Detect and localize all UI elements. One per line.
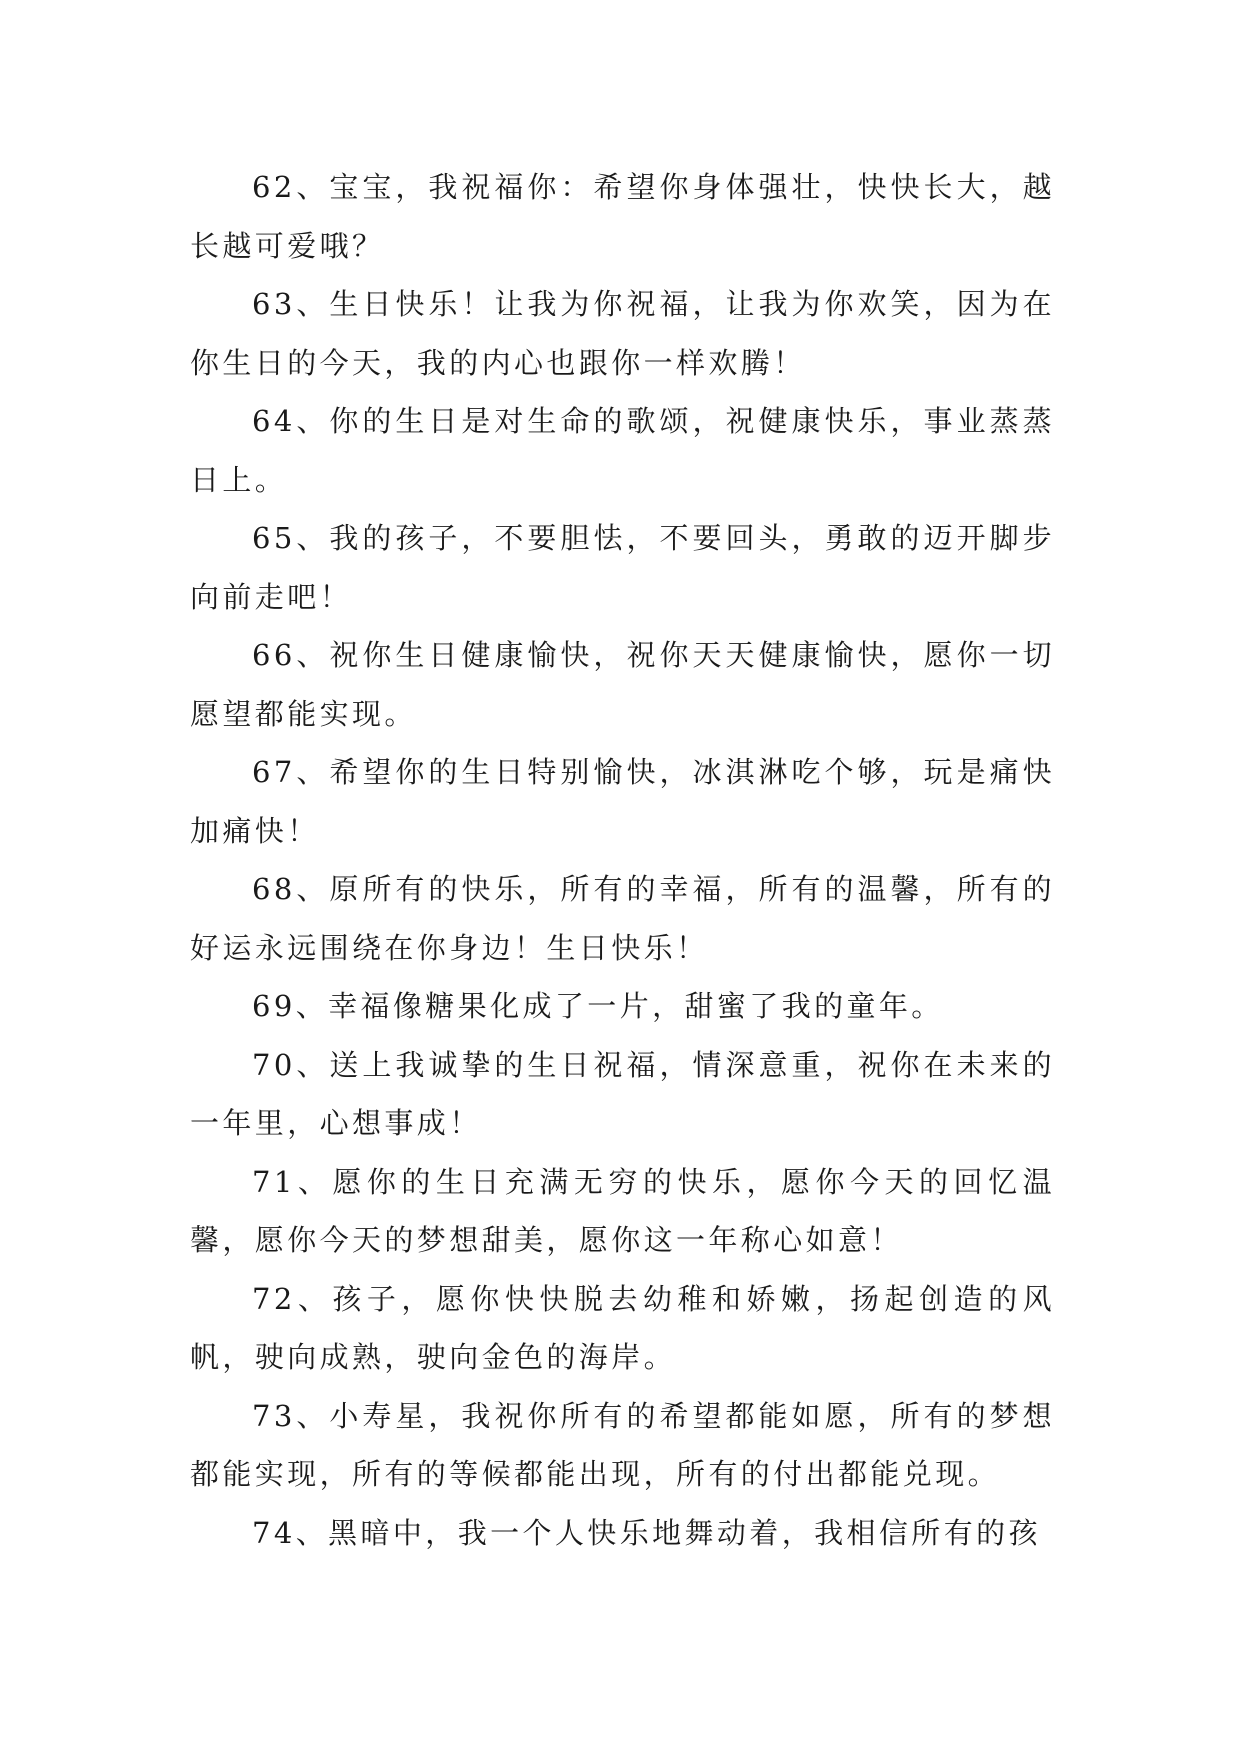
paragraph-73: 73、小寿星，我祝你所有的希望都能如愿，所有的梦想都能实现，所有的等候都能出现，所有的付出都能兑现。 [190, 1398, 1055, 1491]
paragraph-71: 71、愿你的生日充满无穷的快乐，愿你今天的回忆温馨，愿你今天的梦想甜美，愿你这一年称心如意！ [190, 1164, 1055, 1257]
paragraph-70: 70、送上我诚挚的生日祝福，情深意重，祝你在未来的一年里，心想事成！ [190, 1047, 1055, 1140]
paragraph-69: 69、幸福像糖果化成了一片，甜蜜了我的童年。 [252, 989, 944, 1023]
paragraph-67: 67、希望你的生日特别愉快，冰淇淋吃个够，玩是痛快加痛快！ [190, 755, 1055, 848]
paragraph-66: 66、祝你生日健康愉快，祝你天天健康愉快，愿你一切愿望都能实现。 [190, 638, 1055, 731]
paragraph-65: 65、我的孩子，不要胆怯，不要回头，勇敢的迈开脚步向前走吧！ [190, 521, 1055, 614]
paragraph-68: 68、原所有的快乐，所有的幸福，所有的温馨，所有的好运永远围绕在你身边！生日快乐！ [190, 872, 1055, 965]
paragraph-64: 64、你的生日是对生命的歌颂，祝健康快乐，事业蒸蒸日上。 [190, 404, 1055, 497]
paragraph-72: 72、孩子，愿你快快脱去幼稚和娇嫩，扬起创造的风帆，驶向成熟，驶向金色的海岸。 [190, 1281, 1055, 1374]
paragraph-63: 63、生日快乐！让我为你祝福，让我为你欢笑，因为在你生日的今天，我的内心也跟你一样欢腾！ [190, 287, 1055, 380]
paragraph-74: 74、黑暗中，我一个人快乐地舞动着，我相信所有的孩 [252, 1515, 1041, 1550]
paragraph-62: 62、宝宝，我祝福你：希望你身体强壮，快快长大，越长越可爱哦？ [190, 170, 1055, 263]
document-page [190, 158, 1055, 1562]
